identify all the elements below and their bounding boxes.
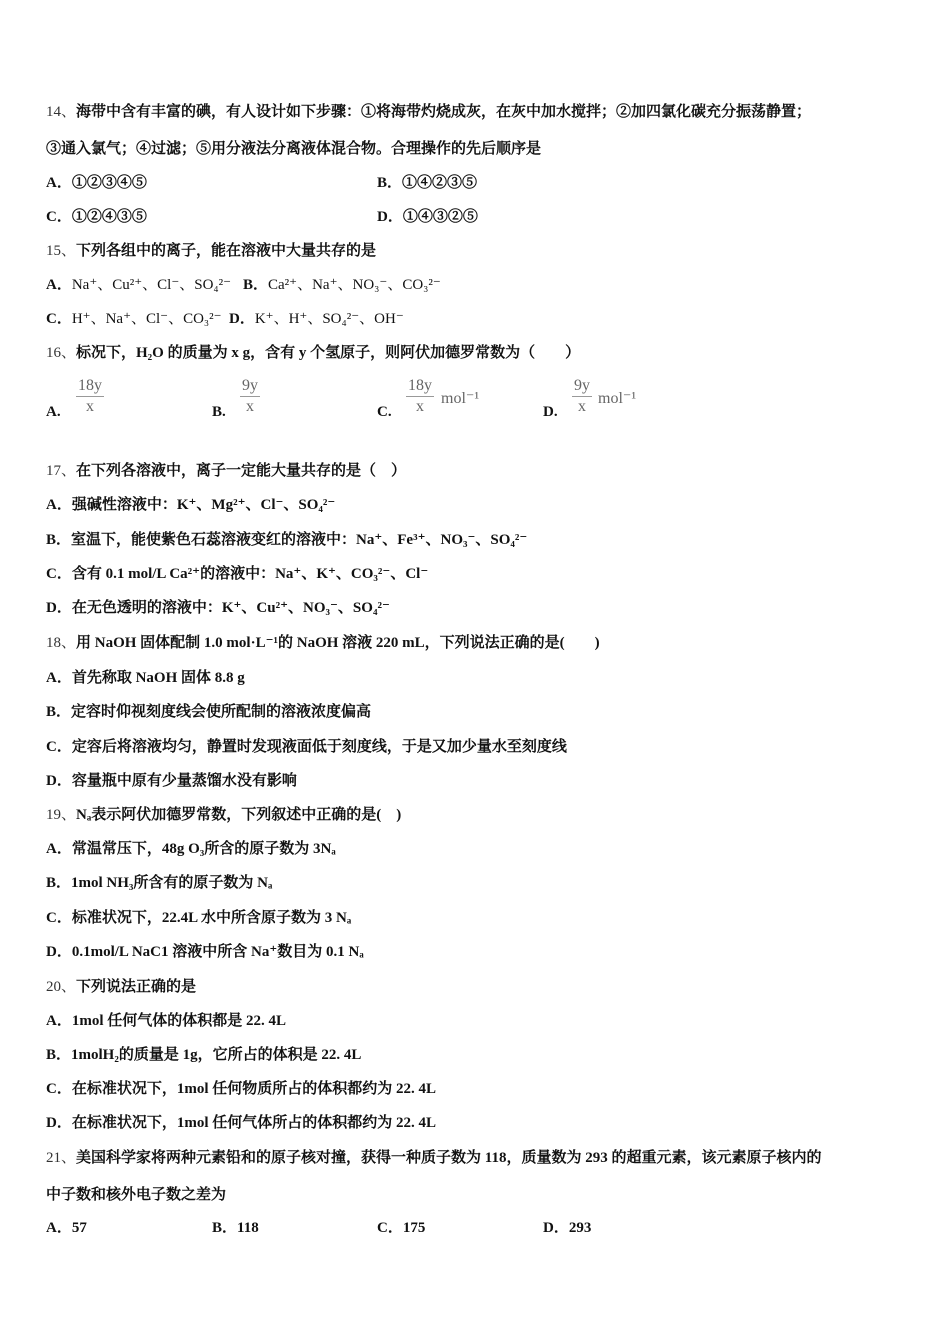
option-label: C． xyxy=(46,910,72,926)
option-text: 含有 0.1 mol/L Ca²⁺的溶液中：Na⁺、K⁺、CO₃²⁻、Cl⁻ xyxy=(71,566,429,582)
fraction-numerator: 18y xyxy=(406,376,434,397)
option-label: A． xyxy=(46,841,72,857)
option-text: 在无色透明的溶液中：K⁺、Cu²⁺、NO₃⁻、SO₄²⁻ xyxy=(71,600,390,616)
option-text: Ca²⁺、Na⁺、NO₃⁻、CO₃²⁻ xyxy=(268,277,441,293)
question-15-stem xyxy=(46,241,376,261)
question-14-line-1 xyxy=(46,102,811,122)
option-d-fraction xyxy=(572,376,592,417)
option-c-label: C. xyxy=(377,404,392,420)
option-label: D． xyxy=(46,1115,72,1131)
option-label: C． xyxy=(46,311,72,327)
option-label: C． xyxy=(46,739,72,755)
option-label: A． xyxy=(46,1013,72,1029)
question-stem: 用 NaOH 固体配制 1.0 mol·L⁻¹的 NaOH 溶液 220 mL，下列说法正确的是( ) xyxy=(76,635,600,651)
option-text: 室温下，能使紫色石蕊溶液变红的溶液中：Na⁺、Fe³⁺、NO₃⁻、SO₄²⁻ xyxy=(71,532,528,548)
option-label: B． xyxy=(46,704,72,720)
option-label: D． xyxy=(229,311,255,327)
option-label: B． xyxy=(377,175,403,191)
option-label: D． xyxy=(377,209,403,225)
question-number: 16、 xyxy=(46,345,77,361)
question-14-line-2: ③通入氯气；④过滤；⑤用分液法分离液体混合物。合理操作的先后顺序是 xyxy=(46,141,542,157)
option-text: ①④②③⑤ xyxy=(402,175,478,191)
option-label: B． xyxy=(46,1047,72,1063)
option-text: 强碱性溶液中：K⁺、Mg²⁺、Cl⁻、SO₄²⁻ xyxy=(71,497,336,513)
option-b xyxy=(46,702,371,722)
option-a xyxy=(46,495,335,515)
option-text: 在标准状况下，1mol 任何气体所占的体积都约为 22. 4L xyxy=(71,1115,437,1131)
option-c xyxy=(46,1079,436,1099)
option-label: B． xyxy=(243,277,269,293)
question-stem: 在下列各溶液中，离子一定能大量共存的是（ ） xyxy=(76,463,407,479)
option-a xyxy=(46,275,231,295)
option-a xyxy=(46,839,336,859)
option-text: 57 xyxy=(71,1220,87,1236)
question-number: 15、 xyxy=(46,243,77,259)
option-label: B． xyxy=(46,875,72,891)
option-b xyxy=(212,1218,259,1238)
question-number: 18、 xyxy=(46,635,77,651)
option-label: A． xyxy=(46,497,72,513)
option-label: D． xyxy=(543,1220,569,1236)
question-21-line-1 xyxy=(46,1148,821,1168)
option-label: A． xyxy=(46,277,72,293)
option-text: 0.1mol/L NaC1 溶液中所含 Na⁺数目为 0.1 Nₐ xyxy=(71,944,364,960)
option-text: ①②③④⑤ xyxy=(71,175,147,191)
option-d xyxy=(543,1218,591,1238)
option-d-label: D. xyxy=(543,404,558,420)
option-a-label: A. xyxy=(46,404,61,420)
option-text: 常温常压下，48g O₃所含的原子数为 3Nₐ xyxy=(71,841,336,857)
question-stem: 标况下，H₂O 的质量为 x g，含有 y 个氢原子，则阿伏加德罗常数为（ ） xyxy=(76,345,581,361)
option-d xyxy=(46,942,364,962)
option-label: B． xyxy=(212,1220,238,1236)
option-c-unit: mol⁻¹ xyxy=(441,390,480,407)
question-number: 20、 xyxy=(46,979,77,995)
option-d-unit: mol⁻¹ xyxy=(598,390,637,407)
option-text: 标准状况下，22.4L 水中所含原子数为 3 Nₐ xyxy=(71,910,352,926)
option-label: B． xyxy=(46,532,72,548)
option-b xyxy=(46,530,527,550)
option-text: 定容时仰视刻度线会使所配制的溶液浓度偏高 xyxy=(71,704,372,720)
option-c-fraction xyxy=(406,376,434,417)
fraction-numerator: 18y xyxy=(76,376,104,397)
question-16-stem xyxy=(46,343,580,363)
option-label: A． xyxy=(46,175,72,191)
option-label: D． xyxy=(46,600,72,616)
option-text: ①②④③⑤ xyxy=(71,209,147,225)
question-stem: 海带中含有丰富的碘，有人设计如下步骤：①将海带灼烧成灰，在灰中加水搅拌；②加四氯化碳充分振荡静置； xyxy=(76,104,812,120)
option-b xyxy=(46,1045,361,1065)
option-label: C． xyxy=(46,209,72,225)
option-d xyxy=(377,207,478,227)
option-label: C． xyxy=(46,566,72,582)
question-stem: 下列说法正确的是 xyxy=(76,979,197,995)
fraction-denominator: x xyxy=(578,398,586,415)
option-c xyxy=(46,309,222,329)
option-label: C． xyxy=(377,1220,403,1236)
option-text: K⁺、H⁺、SO₄²⁻、OH⁻ xyxy=(254,311,404,327)
option-text: 1molH₂的质量是 1g，它所占的体积是 22. 4L xyxy=(71,1047,362,1063)
question-stem: Nₐ表示阿伏加德罗常数，下列叙述中正确的是( ) xyxy=(76,807,402,823)
option-c xyxy=(46,737,567,757)
question-stem: 下列各组中的离子，能在溶液中大量共存的是 xyxy=(76,243,377,259)
question-number: 21、 xyxy=(46,1150,77,1166)
option-text: 175 xyxy=(402,1220,426,1236)
fraction-numerator: 9y xyxy=(572,376,592,397)
option-label: A． xyxy=(46,1220,72,1236)
option-text: 定容后将溶液均匀，静置时发现液面低于刻度线，于是又加少量水至刻度线 xyxy=(71,739,567,755)
option-text: 在标准状况下，1mol 任何物质所占的体积都约为 22. 4L xyxy=(71,1081,437,1097)
question-stem: 美国科学家将两种元素铅和的原子核对撞，获得一种质子数为 118，质量数为 293 的超重元素，该元素原子核内的 xyxy=(76,1150,822,1166)
option-label: D． xyxy=(46,944,72,960)
option-b xyxy=(243,275,441,295)
option-a xyxy=(46,173,147,193)
option-text: 首先称取 NaOH 固体 8.8 g xyxy=(71,670,245,686)
option-b xyxy=(46,873,272,893)
option-text: 293 xyxy=(568,1220,592,1236)
fraction-denominator: x xyxy=(86,398,94,415)
option-text: 1mol NH₃所含有的原子数为 Nₐ xyxy=(71,875,273,891)
option-d xyxy=(46,598,390,618)
option-text: 1mol 任何气体的体积都是 22. 4L xyxy=(71,1013,287,1029)
option-text: 118 xyxy=(237,1220,259,1236)
option-b-label: B. xyxy=(212,404,226,420)
option-text: 容量瓶中原有少量蒸馏水没有影响 xyxy=(71,773,297,789)
question-number: 19、 xyxy=(46,807,77,823)
option-text: H⁺、Na⁺、Cl⁻、CO₃²⁻ xyxy=(71,311,222,327)
fraction-numerator: 9y xyxy=(240,376,260,397)
question-21-line-2: 中子数和核外电子数之差为 xyxy=(46,1187,227,1203)
question-17-stem xyxy=(46,461,406,481)
option-b-fraction xyxy=(240,376,260,417)
question-19-stem xyxy=(46,805,401,825)
option-label: D． xyxy=(46,773,72,789)
option-a xyxy=(46,1218,87,1238)
option-a xyxy=(46,668,245,688)
option-a-fraction xyxy=(76,376,104,417)
option-d xyxy=(229,309,404,329)
option-text: ①④③②⑤ xyxy=(402,209,478,225)
option-d xyxy=(46,1113,436,1133)
question-number: 17、 xyxy=(46,463,77,479)
option-text: Na⁺、Cu²⁺、Cl⁻、SO₄²⁻ xyxy=(71,277,232,293)
option-b xyxy=(377,173,477,193)
fraction-denominator: x xyxy=(416,398,424,415)
option-label: C． xyxy=(46,1081,72,1097)
question-18-stem xyxy=(46,633,600,653)
option-d xyxy=(46,771,297,791)
option-c xyxy=(46,908,351,928)
option-c xyxy=(46,564,428,584)
option-c xyxy=(46,207,147,227)
question-number: 14、 xyxy=(46,104,77,120)
option-label: A． xyxy=(46,670,72,686)
option-a xyxy=(46,1011,286,1031)
fraction-denominator: x xyxy=(246,398,254,415)
question-20-stem xyxy=(46,977,196,997)
option-c xyxy=(377,1218,425,1238)
